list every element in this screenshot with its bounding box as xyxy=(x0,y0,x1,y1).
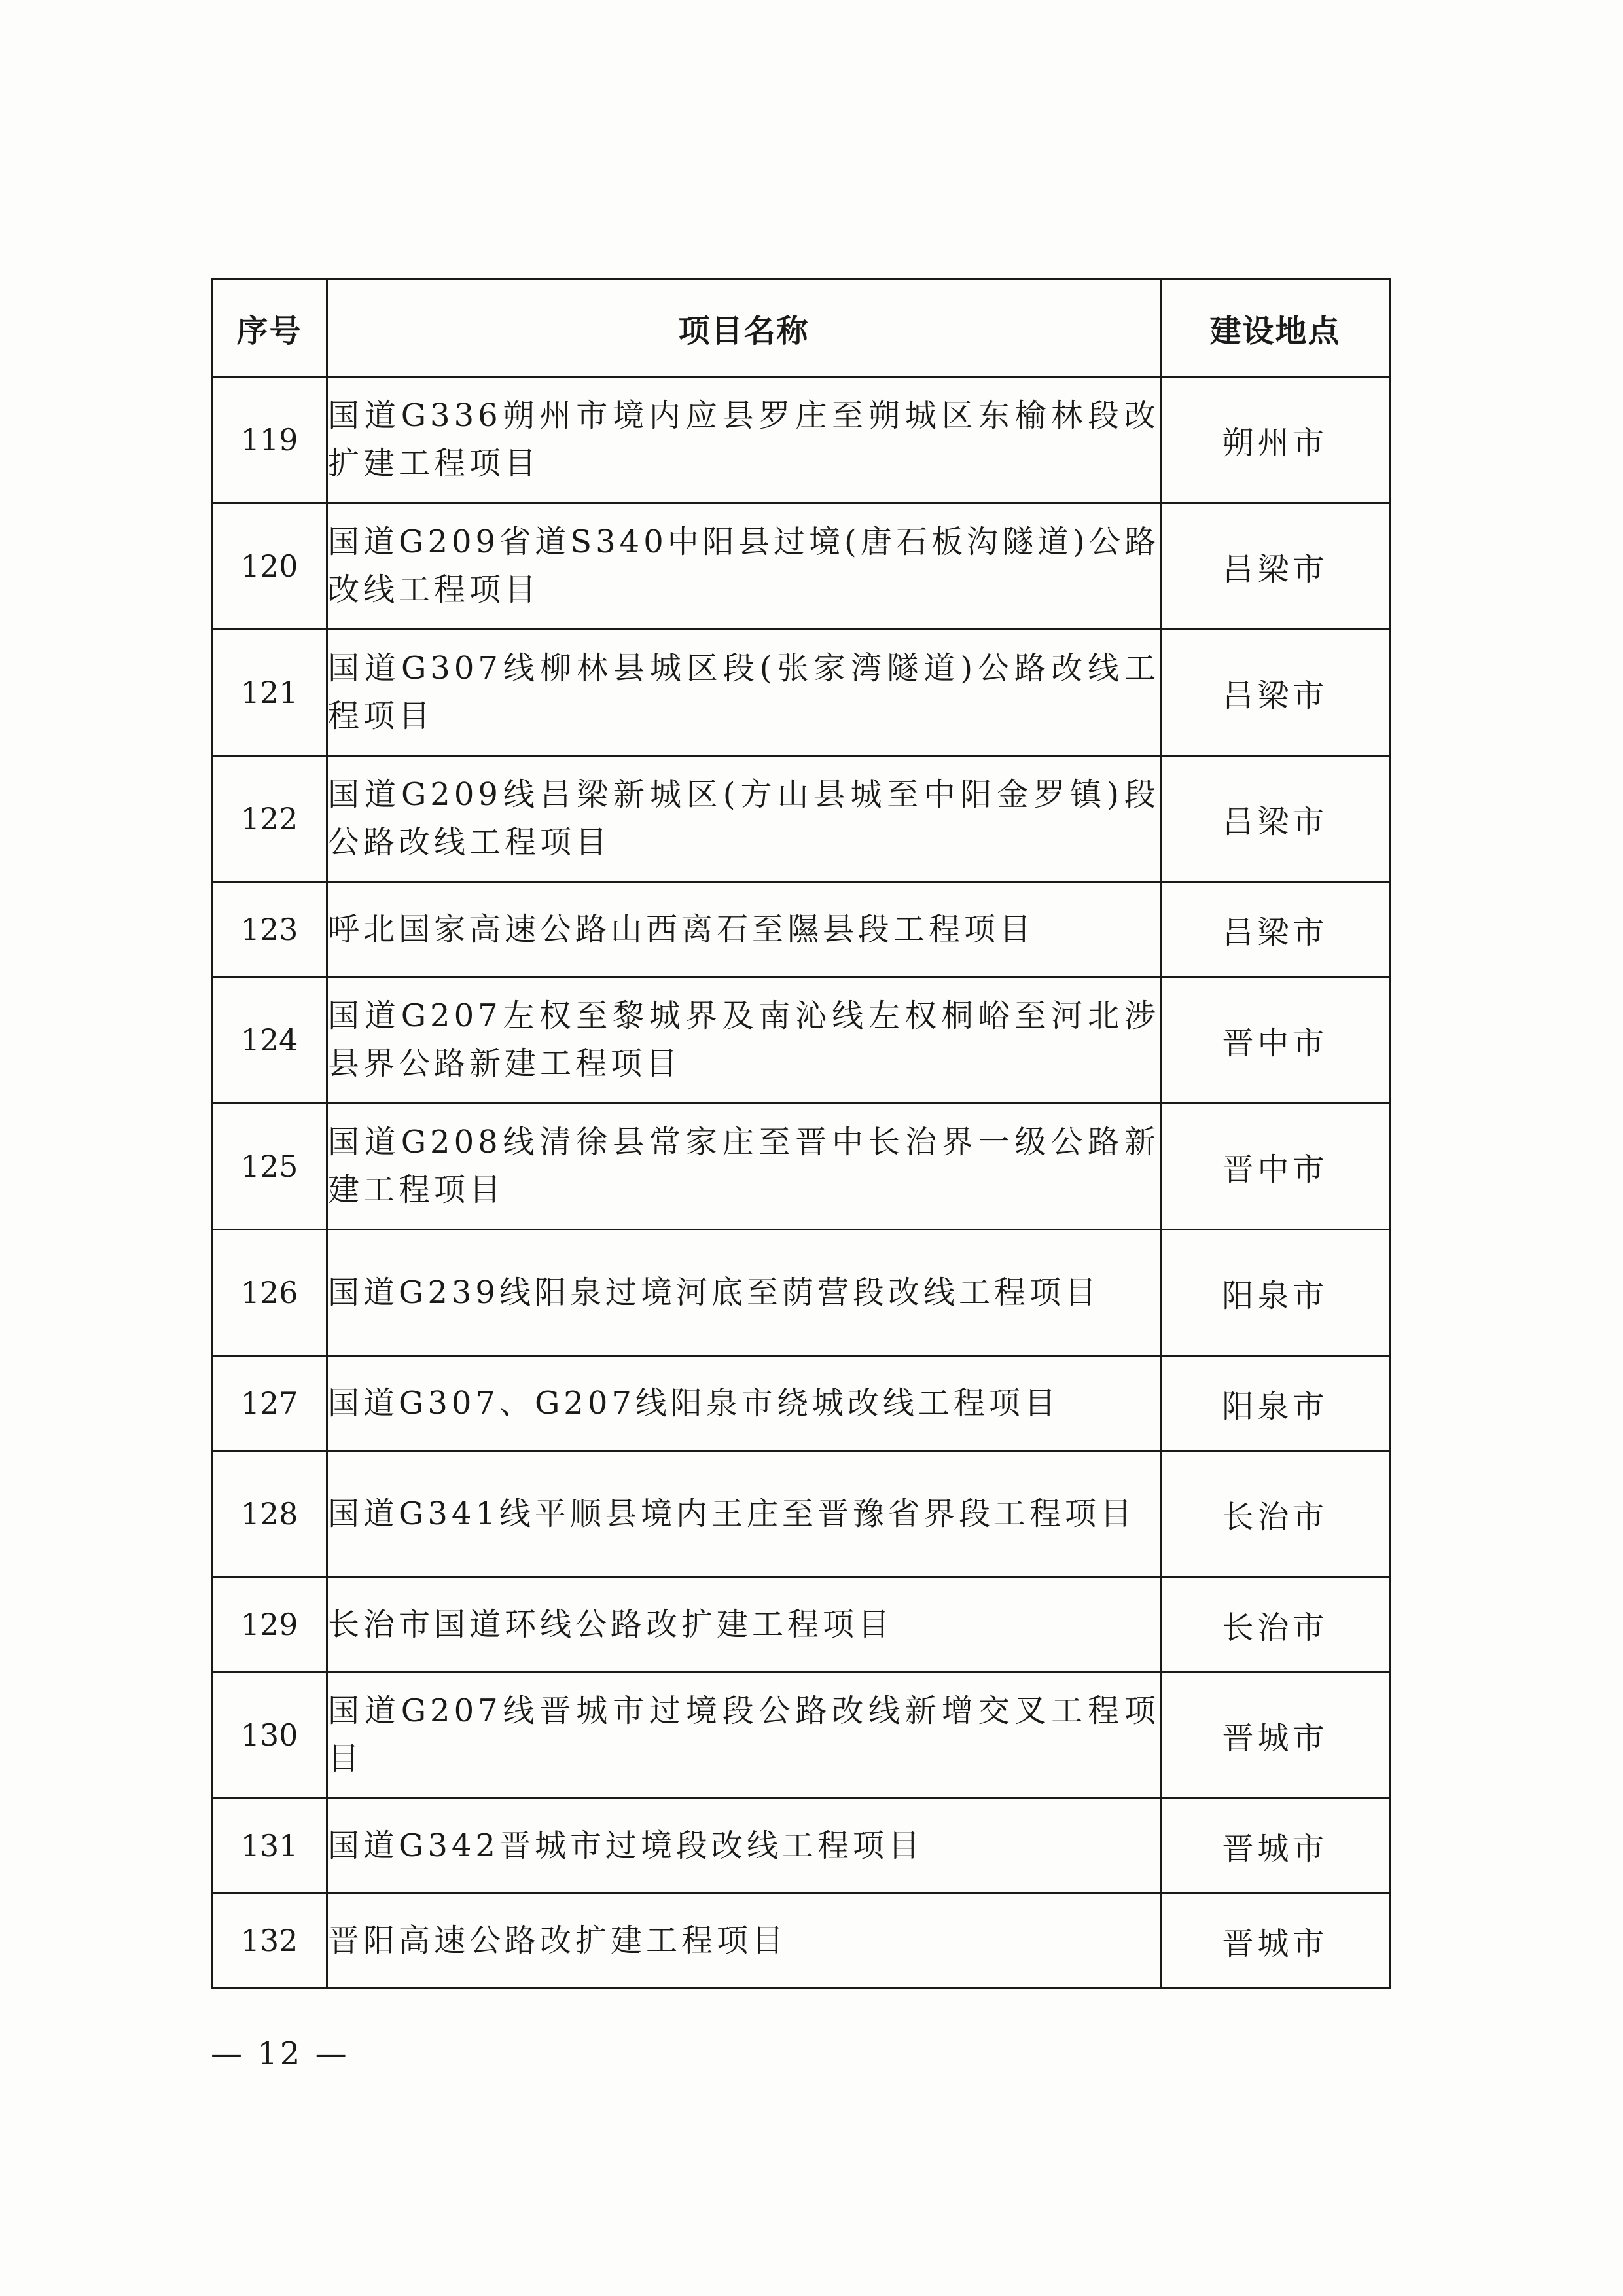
serial-number-cell: 125 xyxy=(212,1103,327,1230)
table-row xyxy=(212,1356,1390,1451)
location-cell: 晋城市 xyxy=(1161,1672,1390,1799)
table-row xyxy=(212,1577,1390,1672)
serial-number-cell: 132 xyxy=(212,1893,327,1988)
location-cell: 阳泉市 xyxy=(1161,1230,1390,1356)
project-name-cell: 国道G342晋城市过境段改线工程项目 xyxy=(327,1799,1161,1893)
table-row xyxy=(212,1451,1390,1577)
location-cell: 朔州市 xyxy=(1161,377,1390,503)
table-row xyxy=(212,756,1390,882)
table-row xyxy=(212,1103,1390,1230)
header-serial-number: 序号 xyxy=(212,279,327,377)
location-cell: 长治市 xyxy=(1161,1451,1390,1577)
location-cell: 吕梁市 xyxy=(1161,756,1390,882)
serial-number-cell: 130 xyxy=(212,1672,327,1799)
location-cell: 吕梁市 xyxy=(1161,630,1390,756)
serial-number-cell: 120 xyxy=(212,503,327,630)
project-name-cell: 国道G336朔州市境内应县罗庄至朔城区东榆林段改扩建工程项目 xyxy=(327,377,1161,503)
location-cell: 晋城市 xyxy=(1161,1799,1390,1893)
location-cell: 吕梁市 xyxy=(1161,882,1390,977)
serial-number-cell: 124 xyxy=(212,977,327,1103)
serial-number-cell: 127 xyxy=(212,1356,327,1451)
header-project-name: 项目名称 xyxy=(327,279,1161,377)
project-table xyxy=(211,278,1391,1989)
project-name-cell: 国道G209线吕梁新城区(方山县城至中阳金罗镇)段公路改线工程项目 xyxy=(327,756,1161,882)
project-name-cell: 呼北国家高速公路山西离石至隰县段工程项目 xyxy=(327,882,1161,977)
location-cell: 阳泉市 xyxy=(1161,1356,1390,1451)
table-row xyxy=(212,377,1390,503)
project-name-cell: 国道G341线平顺县境内王庄至晋豫省界段工程项目 xyxy=(327,1451,1161,1577)
table-row xyxy=(212,1893,1390,1988)
table-row xyxy=(212,1672,1390,1799)
project-name-cell: 长治市国道环线公路改扩建工程项目 xyxy=(327,1577,1161,1672)
project-name-cell: 国道G209省道S340中阳县过境(唐石板沟隧道)公路改线工程项目 xyxy=(327,503,1161,630)
serial-number-cell: 131 xyxy=(212,1799,327,1893)
location-cell: 晋城市 xyxy=(1161,1893,1390,1988)
serial-number-cell: 122 xyxy=(212,756,327,882)
table-header-row xyxy=(212,279,1390,377)
header-location: 建设地点 xyxy=(1161,279,1390,377)
serial-number-cell: 123 xyxy=(212,882,327,977)
table-row xyxy=(212,1799,1390,1893)
project-name-cell: 国道G239线阳泉过境河底至荫营段改线工程项目 xyxy=(327,1230,1161,1356)
serial-number-cell: 121 xyxy=(212,630,327,756)
project-name-cell: 国道G307线柳林县城区段(张家湾隧道)公路改线工程项目 xyxy=(327,630,1161,756)
location-cell: 晋中市 xyxy=(1161,977,1390,1103)
project-name-cell: 国道G207左权至黎城界及南沁线左权桐峪至河北涉县界公路新建工程项目 xyxy=(327,977,1161,1103)
project-name-cell: 晋阳高速公路改扩建工程项目 xyxy=(327,1893,1161,1988)
table-row xyxy=(212,630,1390,756)
serial-number-cell: 129 xyxy=(212,1577,327,1672)
table-row xyxy=(212,1230,1390,1356)
location-cell: 长治市 xyxy=(1161,1577,1390,1672)
page-number: — 12 — xyxy=(211,2036,349,2072)
table-row xyxy=(212,503,1390,630)
location-cell: 晋中市 xyxy=(1161,1103,1390,1230)
project-name-cell: 国道G207线晋城市过境段公路改线新增交叉工程项目 xyxy=(327,1672,1161,1799)
serial-number-cell: 126 xyxy=(212,1230,327,1356)
table-row xyxy=(212,977,1390,1103)
serial-number-cell: 119 xyxy=(212,377,327,503)
location-cell: 吕梁市 xyxy=(1161,503,1390,630)
table-row xyxy=(212,882,1390,977)
project-name-cell: 国道G307、G207线阳泉市绕城改线工程项目 xyxy=(327,1356,1161,1451)
serial-number-cell: 128 xyxy=(212,1451,327,1577)
project-name-cell: 国道G208线清徐县常家庄至晋中长治界一级公路新建工程项目 xyxy=(327,1103,1161,1230)
